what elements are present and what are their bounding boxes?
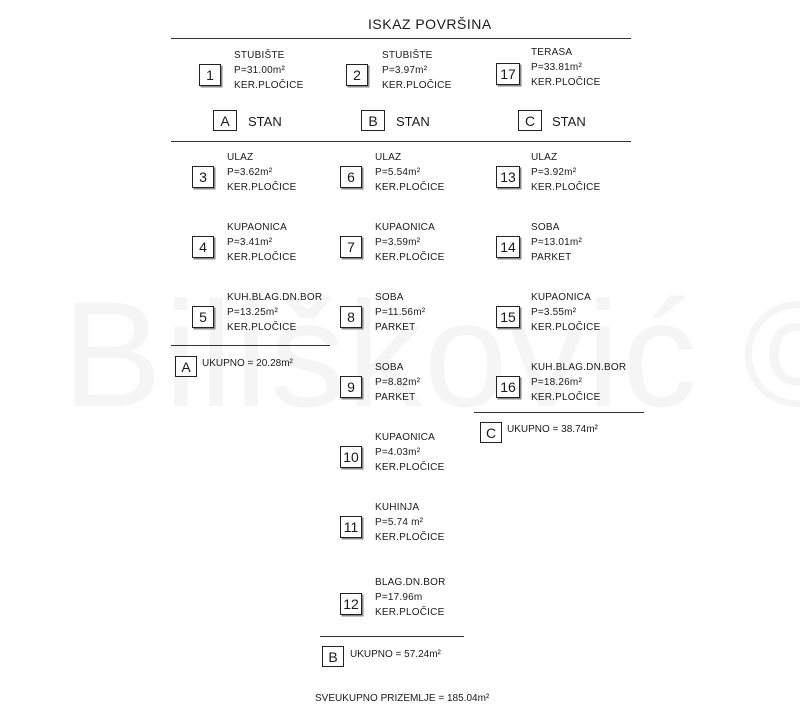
room-area: P=31.00m²	[234, 65, 285, 76]
stan-letter: A	[220, 112, 230, 129]
room-floor: KER.PLOČICE	[382, 80, 452, 91]
section-divider	[171, 141, 631, 142]
room-floor: KER.PLOČICE	[375, 532, 445, 543]
room-number: 1	[206, 67, 214, 83]
total-letter: C	[485, 424, 497, 441]
room-name: ULAZ	[531, 152, 558, 163]
stan-letter-box	[213, 110, 237, 131]
title-divider	[171, 38, 631, 39]
room-area: P=18.26m²	[531, 377, 582, 388]
room-info	[375, 290, 425, 335]
room-number-box	[340, 593, 362, 615]
room-info	[531, 220, 582, 265]
room-number-box	[496, 63, 520, 85]
room-info	[227, 290, 322, 335]
room-name: ULAZ	[375, 152, 402, 163]
room-area: P=3.92m²	[531, 167, 577, 178]
room-number-box	[340, 306, 362, 328]
room-name: KUH.BLAG.DN.BOR	[227, 292, 323, 303]
room-name: STUBIŠTE	[234, 50, 285, 61]
room-area: P=13.01m²	[531, 237, 582, 248]
room-name: ULAZ	[227, 152, 254, 163]
room-floor: KER.PLOČICE	[227, 322, 297, 333]
room-info	[375, 575, 446, 620]
room-number: 2	[353, 67, 361, 83]
room-floor: KER.PLOČICE	[531, 182, 601, 193]
room-number: 9	[347, 379, 355, 395]
room-number-box	[340, 376, 362, 398]
room-name: SOBA	[531, 222, 560, 233]
total-letter: B	[328, 648, 338, 665]
room-area: P=11.56m²	[375, 307, 426, 318]
room-number-box	[199, 64, 221, 86]
room-number-box	[346, 64, 368, 86]
room-info	[234, 48, 303, 93]
room-floor: KER.PLOČICE	[531, 392, 601, 403]
total-letter: A	[181, 358, 191, 375]
room-number: 7	[347, 239, 355, 255]
room-area: P=3.59m²	[375, 237, 421, 248]
room-number-box	[340, 236, 362, 258]
room-area: P=3.97m²	[382, 65, 428, 76]
room-name: SOBA	[375, 292, 404, 303]
room-number-box	[192, 306, 214, 328]
watermark	[62, 268, 800, 441]
room-floor: PARKET	[531, 252, 572, 263]
room-name: TERASA	[531, 47, 573, 58]
room-area: P=3.41m²	[227, 237, 273, 248]
total-divider-b	[320, 636, 464, 637]
room-floor: PARKET	[375, 392, 416, 403]
grand-total: SVEUKUPNO PRIZEMLJE = 185.04m²	[315, 693, 490, 704]
room-floor: PARKET	[375, 322, 416, 333]
room-area: P=3.55m²	[531, 307, 577, 318]
room-name: KUPAONICA	[531, 292, 591, 303]
room-number: 6	[347, 169, 355, 185]
document-title: ISKAZ POVRŠINA	[368, 16, 492, 32]
room-floor: KER.PLOČICE	[375, 252, 445, 263]
room-number: 14	[500, 239, 516, 255]
stan-letter: B	[368, 112, 378, 129]
room-number-box	[192, 166, 214, 188]
room-name: KUHINJA	[375, 502, 420, 513]
total-divider-a	[171, 345, 330, 346]
room-floor: KER.PLOČICE	[375, 182, 445, 193]
room-number-box	[496, 166, 520, 188]
total-letter-box-b	[322, 646, 344, 667]
room-number: 15	[500, 309, 516, 325]
room-info	[227, 220, 296, 265]
room-number-box	[340, 166, 362, 188]
stan-letter: C	[524, 112, 536, 129]
room-info	[382, 48, 451, 93]
total-c: UKUPNO = 38.74m²	[507, 424, 598, 435]
room-info	[227, 150, 296, 195]
room-info	[375, 500, 444, 545]
room-number-box	[496, 306, 520, 328]
room-number-box	[340, 446, 362, 468]
room-floor: KER.PLOČICE	[227, 182, 297, 193]
room-name: STUBIŠTE	[382, 50, 433, 61]
room-area: P=3.62m²	[227, 167, 273, 178]
room-area: P=5.54m²	[375, 167, 421, 178]
total-divider-c	[474, 412, 644, 413]
room-number: 8	[347, 309, 355, 325]
room-area: P=13.25m²	[227, 307, 278, 318]
room-number-box	[192, 236, 214, 258]
total-letter-box-c	[480, 422, 502, 443]
room-info	[531, 290, 600, 335]
room-name: KUPAONICA	[227, 222, 287, 233]
room-name: KUH.BLAG.DN.BOR	[531, 362, 627, 373]
room-name: KUPAONICA	[375, 222, 435, 233]
room-number: 16	[500, 379, 516, 395]
room-area: P=4.03m²	[375, 447, 421, 458]
room-info	[375, 150, 444, 195]
stan-label: STAN	[552, 114, 586, 129]
room-area: P=5.74 m²	[375, 517, 424, 528]
total-a: UKUPNO = 20.28m²	[202, 358, 293, 369]
room-floor: KER.PLOČICE	[375, 462, 445, 473]
total-b: UKUPNO = 57.24m²	[350, 649, 441, 660]
room-floor: KER.PLOČICE	[234, 80, 304, 91]
stan-label: STAN	[248, 114, 282, 129]
room-info	[531, 150, 600, 195]
room-info	[375, 360, 420, 405]
room-floor: KER.PLOČICE	[531, 77, 601, 88]
room-info	[375, 430, 444, 475]
room-number: 5	[199, 309, 207, 325]
room-area: P=17.96m	[375, 592, 423, 603]
room-area: P=8.82m²	[375, 377, 421, 388]
room-number: 13	[500, 169, 516, 185]
room-info	[531, 360, 626, 405]
room-number: 4	[199, 239, 207, 255]
room-info	[531, 45, 600, 90]
room-number: 12	[343, 596, 359, 612]
room-number: 17	[500, 66, 516, 82]
room-floor: KER.PLOČICE	[531, 322, 601, 333]
room-number: 10	[343, 449, 359, 465]
room-name: BLAG.DN.BOR	[375, 577, 446, 588]
room-number-box	[496, 376, 520, 398]
stan-letter-box	[518, 110, 542, 131]
room-floor: KER.PLOČICE	[227, 252, 297, 263]
room-number-box	[496, 236, 520, 258]
room-name: SOBA	[375, 362, 404, 373]
room-area: P=33.81m²	[531, 62, 582, 73]
stan-letter-box	[361, 110, 385, 131]
room-info	[375, 220, 444, 265]
room-number: 11	[343, 519, 359, 535]
room-number: 3	[199, 169, 207, 185]
total-letter-box-a	[175, 356, 197, 377]
room-name: KUPAONICA	[375, 432, 435, 443]
room-number-box	[340, 516, 362, 538]
stan-label: STAN	[396, 114, 430, 129]
room-floor: KER.PLOČICE	[375, 607, 445, 618]
